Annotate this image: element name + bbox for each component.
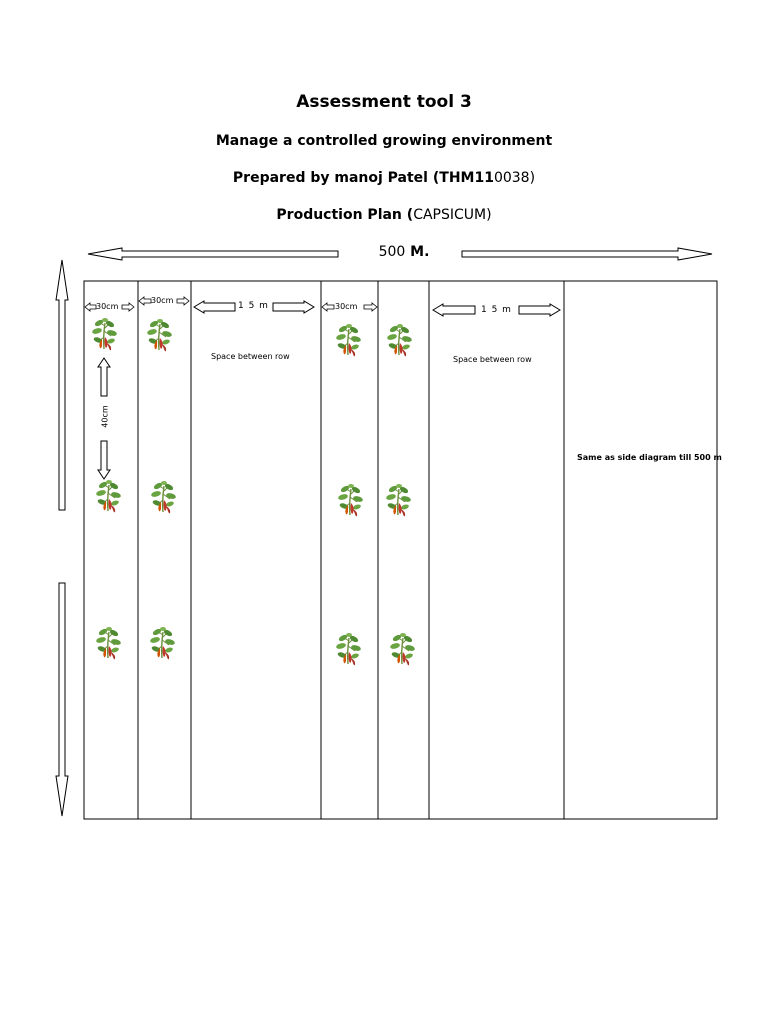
continuation-note: Same as side diagram till 500 m bbox=[577, 453, 722, 462]
capsicum-plant-icon bbox=[146, 319, 172, 351]
capsicum-plant-icon bbox=[386, 324, 412, 356]
plant-spacing-arrow-up bbox=[98, 358, 110, 396]
plant-spacing-arrow-down bbox=[98, 441, 110, 479]
plant-grid bbox=[91, 318, 415, 665]
prepared-prefix: Prepared by manoj Patel ( bbox=[232, 170, 440, 186]
plant-spacing-label: 40cm bbox=[100, 405, 110, 428]
field-width-unit: M. bbox=[405, 244, 430, 260]
prepared-id-bold: THM11 bbox=[439, 170, 494, 186]
field-length-arrow-up bbox=[56, 260, 68, 510]
capsicum-plant-icon bbox=[95, 627, 121, 659]
column-spacing-label-2: 30cm bbox=[151, 296, 174, 305]
space-between-row-label-2: Space between row bbox=[453, 355, 532, 364]
field-width-number: 500 bbox=[378, 244, 406, 260]
capsicum-plant-icon bbox=[95, 480, 121, 512]
row-gap-label-1: 1 5 m bbox=[238, 301, 269, 311]
field-length-arrow-down bbox=[56, 583, 68, 816]
capsicum-plant-icon bbox=[337, 484, 363, 516]
capsicum-plant-icon bbox=[385, 484, 411, 516]
field-width-arrow-right bbox=[462, 248, 712, 260]
prepared-id-rest: 0038 bbox=[493, 170, 530, 186]
page-title: Assessment tool 3 bbox=[296, 92, 472, 112]
plan-prefix: Production Plan ( bbox=[276, 207, 414, 223]
capsicum-plant-icon bbox=[150, 481, 176, 513]
field-width-arrow-left bbox=[88, 248, 338, 260]
row-gap-label-2: 1 5 m bbox=[481, 305, 512, 315]
capsicum-plant-icon bbox=[91, 318, 117, 350]
capsicum-plant-icon bbox=[335, 633, 361, 665]
capsicum-plant-icon bbox=[389, 633, 415, 665]
column-spacing-label-1: 30cm bbox=[96, 302, 119, 311]
prepared-suffix: ) bbox=[529, 170, 536, 186]
field-border bbox=[84, 281, 717, 819]
capsicum-plant-icon bbox=[335, 324, 361, 356]
plan-crop: CAPSICUM bbox=[413, 207, 487, 223]
plan-suffix: ) bbox=[486, 207, 492, 223]
page-subtitle: Manage a controlled growing environment bbox=[215, 133, 553, 149]
column-spacing-label-3: 30cm bbox=[335, 302, 358, 311]
capsicum-plant-icon bbox=[149, 627, 175, 659]
space-between-row-label-1: Space between row bbox=[211, 352, 290, 361]
